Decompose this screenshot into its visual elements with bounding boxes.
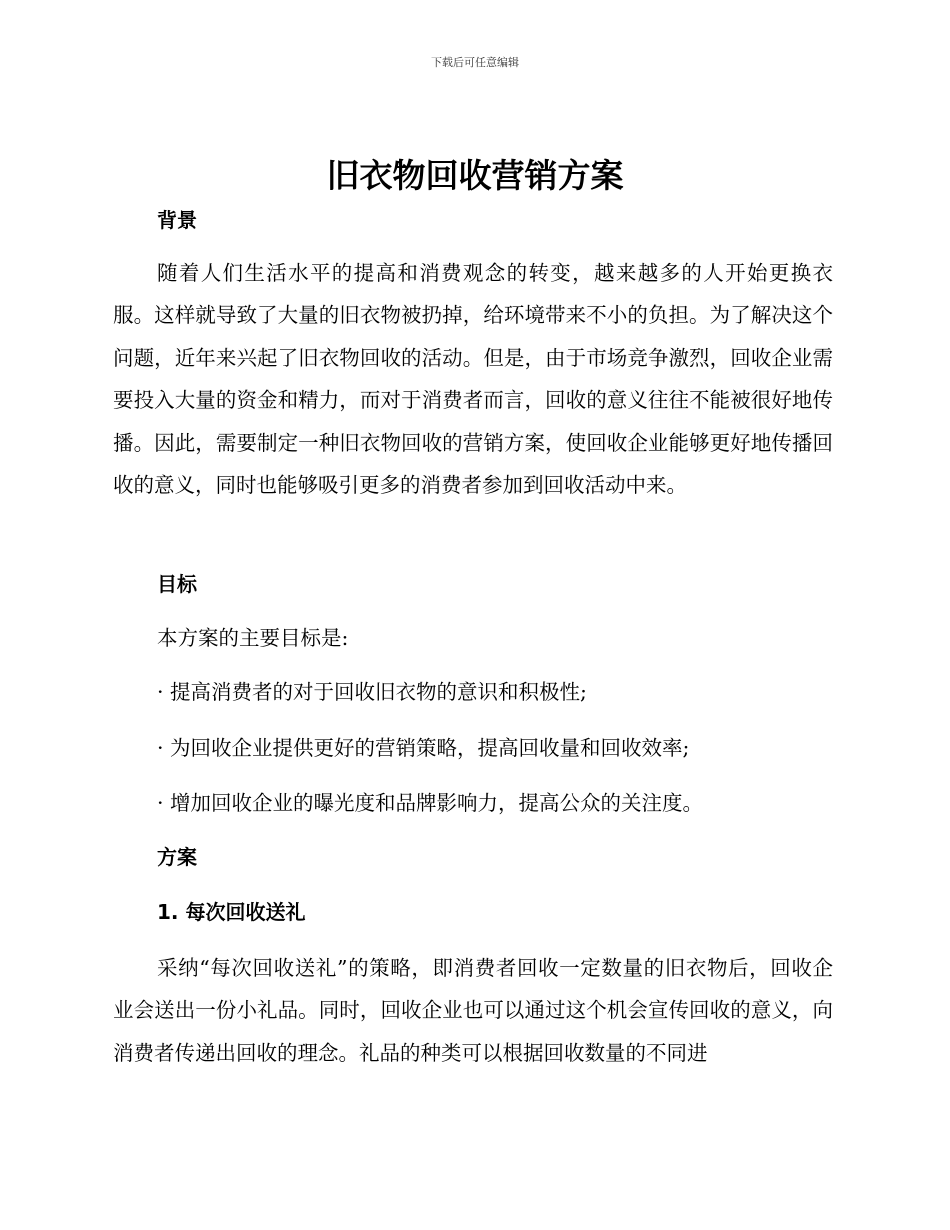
goal-item-3: · 增加回收企业的曝光度和品牌影响力，提高公众的关注度。 xyxy=(157,791,704,815)
section-heading-plan: 方案 xyxy=(157,845,197,869)
page-header-note: 下载后可任意编辑 xyxy=(431,56,519,69)
plan-paragraph-1: 采纳“每次回收送礼”的策略，即消费者回收一定数量的旧衣物后，回收企业会送出一份小礼品。同时，回收企业也可以通过这个机会宣传回收的意义，向消费者传递出回收的理念。礼品的种类可以根据回收数量的不同进 xyxy=(113,956,833,1065)
goal-item-1: · 提高消费者的对于回收旧衣物的意识和积极性; xyxy=(157,680,587,704)
goal-item-2: · 为回收企业提供更好的营销策略，提高回收量和回收效率; xyxy=(157,736,690,760)
background-paragraph: 随着人们生活水平的提高和消费观念的转变，越来越多的人开始更换衣服。这样就导致了大量的旧衣物被扔掉，给环境带来不小的负担。为了解决这个问题，近年来兴起了旧衣物回收的活动。但是，由于市场竞争激烈，回收企业需要投入大量的资金和精力，而对于消费者而言，回收的意义往往不能被很好地传播。因此，需要制定一种旧衣物回收的营销方案，使回收企业能够更好地传播回收的意义，同时也能够吸引更多的消费者参加到回收活动中来。 xyxy=(113,261,833,498)
plan-subheading-1: 1. 每次回收送礼 xyxy=(157,900,306,924)
goals-intro: 本方案的主要目标是: xyxy=(157,626,349,650)
section-heading-background: 背景 xyxy=(157,208,197,232)
section-heading-goals: 目标 xyxy=(157,572,197,596)
document-title: 旧衣物回收营销方案 xyxy=(326,156,624,195)
